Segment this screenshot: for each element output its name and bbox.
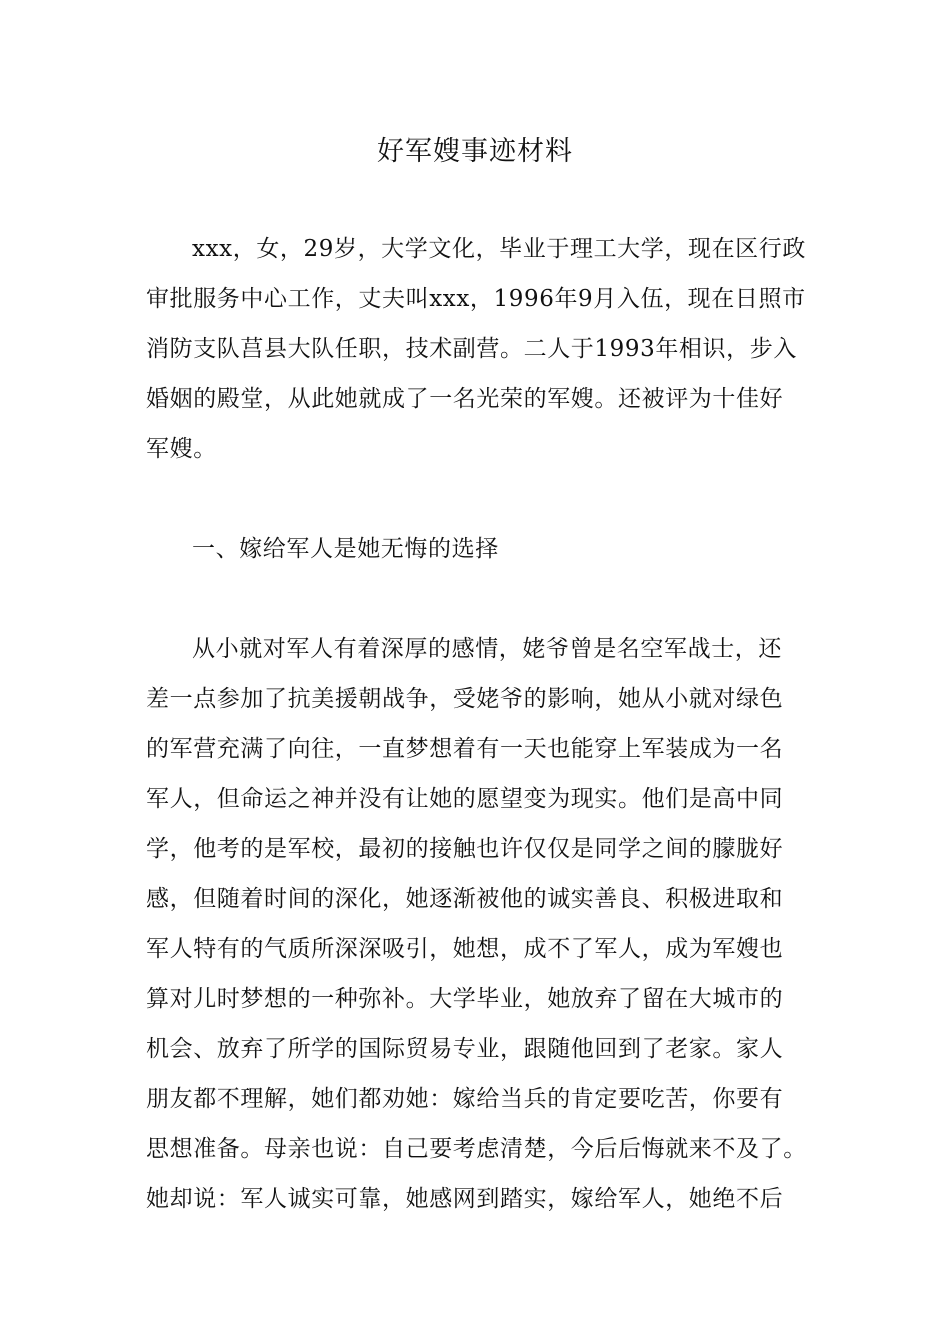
document-title: 好军嫂事迹材料 <box>377 136 573 167</box>
body-line-8: 算对儿时梦想的一种弥补。大学毕业，她放弃了留在大城市的 <box>146 986 784 1012</box>
body-line-9: 机会、放弃了所学的国际贸易专业，跟随他回到了老家。家人 <box>146 1036 784 1062</box>
intro-line-3: 消防支队莒县大队任职，技术副营。二人于1993年相识，步入 <box>146 336 797 362</box>
intro-line-5: 军嫂。 <box>146 436 217 462</box>
body-line-3: 的军营充满了向往，一直梦想着有一天也能穿上军装成为一名 <box>146 736 784 762</box>
body-line-1: 从小就对军人有着深厚的感情，姥爷曾是名空军战士，还 <box>192 636 782 662</box>
body-line-5: 学，他考的是军校，最初的接触也许仅仅是同学之间的朦胧好 <box>146 836 784 862</box>
body-line-4: 军人，但命运之神并没有让她的愿望变为现实。他们是高中同 <box>146 786 784 812</box>
body-line-12: 她却说：军人诚实可靠，她感网到踏实，嫁给军人，她绝不后 <box>146 1186 784 1212</box>
body-line-2: 差一点参加了抗美援朝战争，受姥爷的影响，她从小就对绿色 <box>146 686 784 712</box>
intro-line-2: 审批服务中心工作，丈夫叫xxx，1996年9月入伍，现在日照市 <box>146 286 806 312</box>
body-line-10: 朋友都不理解，她们都劝她：嫁给当兵的肯定要吃苦，你要有 <box>146 1086 784 1112</box>
intro-line-4: 婚姻的殿堂，从此她就成了一名光荣的军嫂。还被评为十佳好 <box>146 386 784 412</box>
body-line-6: 感，但随着时间的深化，她逐渐被他的诚实善良、积极进取和 <box>146 886 784 912</box>
body-line-11: 思想准备。母亲也说：自己要考虑清楚，今后后悔就来不及了。 <box>146 1136 807 1162</box>
section-heading: 一、嫁给军人是她无悔的选择 <box>192 536 499 562</box>
intro-line-1: xxx，女，29岁，大学文化，毕业于理工大学，现在区行政 <box>192 236 806 262</box>
body-line-7: 军人特有的气质所深深吸引，她想，成不了军人，成为军嫂也 <box>146 936 784 962</box>
